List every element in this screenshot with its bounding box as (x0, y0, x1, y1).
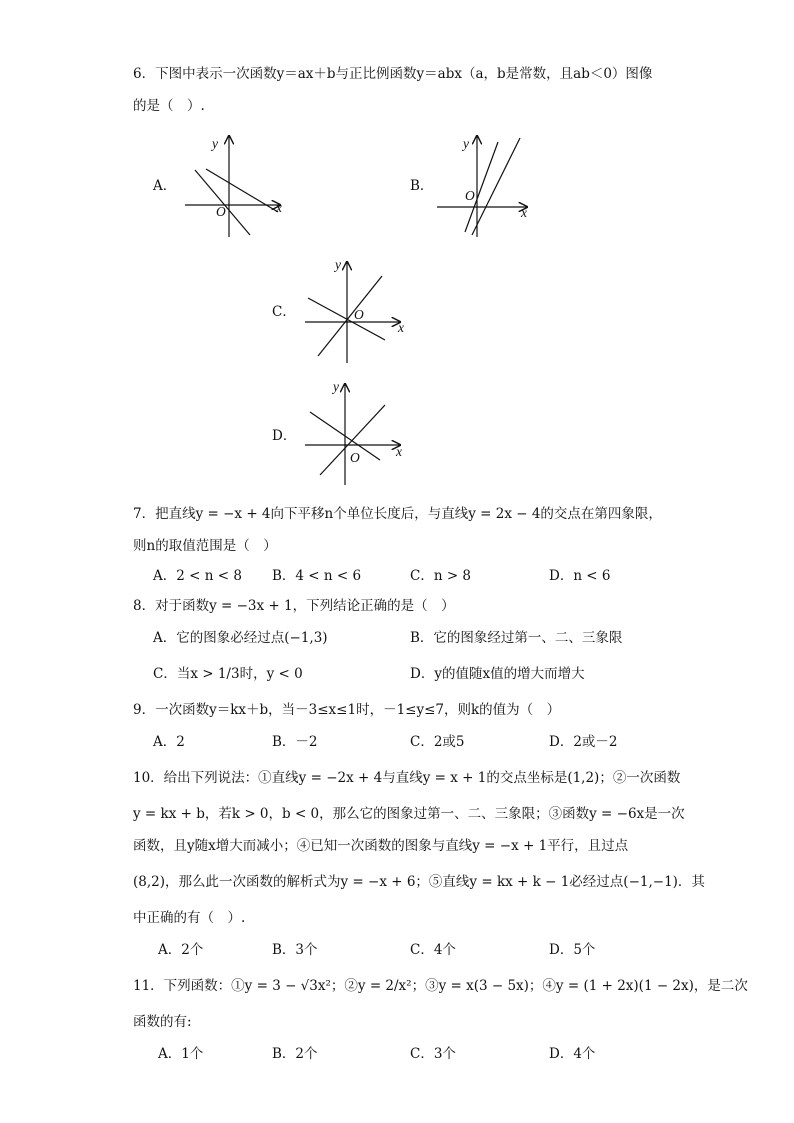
q6-option-d-label[interactable]: D． (272, 428, 297, 444)
q10-option-a[interactable]: A．2个 (158, 942, 204, 958)
q6-d-x-label: x (396, 444, 402, 459)
q7-stem-line1: 7．把直线y = −x + 4向下平移n个单位长度后，与直线y = 2x − 4的交点在第四象限， (133, 506, 662, 522)
q6-stem-line1: 6．下图中表示一次函数y＝ax＋b与正比例函数y＝abx（a，b是常数，且ab＜0）图像 (133, 66, 653, 82)
q10-stem-line4: (8,2)，那么此一次函数的解析式为y = −x + 6；⑤直线y = kx + k − 1必经过点(−1,−1)．其 (133, 874, 705, 890)
q6-graph-d (300, 380, 410, 490)
q6-c-y-label: y (335, 257, 341, 272)
q6-graph-a (180, 132, 300, 242)
q6-option-c-label[interactable]: C． (272, 304, 296, 320)
q9-stem: 9．一次函数y＝kx＋b，当－3≤x≤1时，－1≤y≤7，则k的值为（ ） (133, 702, 561, 718)
q6-c-x-label: x (398, 320, 404, 335)
q6-option-a-label[interactable]: A． (153, 178, 177, 194)
q6-c-origin-label: O (354, 307, 364, 322)
q8-stem: 8．对于函数y = −3x + 1，下列结论正确的是（ ） (133, 598, 455, 614)
q6-a-y-label: y (212, 136, 218, 151)
q9-option-c[interactable]: C．2或5 (410, 734, 465, 750)
q11-option-a[interactable]: A．1个 (158, 1046, 204, 1062)
q10-stem-line2: y = kx + b，若k > 0，b < 0，那么它的图象过第一、二、三象限；③函数y = −6x是一次 (133, 806, 685, 822)
q6-d-origin-label: O (350, 450, 360, 465)
q9-option-a[interactable]: A．2 (153, 734, 185, 750)
q10-option-d[interactable]: D．5个 (549, 942, 596, 958)
q8-option-b[interactable]: B．它的图象经过第一、二、三象限 (410, 630, 623, 646)
q11-stem-line2: 函数的有: (133, 1014, 192, 1030)
q10-stem-line3: 函数，且y随x增大而减小；④已知一次函数的图象与直线y = −x + 1平行，且过点 (133, 838, 629, 854)
q7-option-b[interactable]: B．4 < n < 6 (272, 568, 362, 584)
q8-option-a[interactable]: A．它的图象必经过点(−1,3) (153, 630, 328, 646)
q8-option-c[interactable]: C．当x > 1/3时，y < 0 (153, 666, 303, 682)
q11-option-b[interactable]: B．2个 (272, 1046, 318, 1062)
q6-option-b-label[interactable]: B． (410, 178, 434, 194)
q6-b-origin-label: O (465, 188, 475, 203)
q6-a-origin-label: O (216, 204, 226, 219)
q6-graph-b (432, 132, 542, 242)
q10-option-c[interactable]: C．4个 (410, 942, 456, 958)
q11-stem-line1: 11．下列函数：①y = 3 − √3x²；②y = 2/x²；③y = x(3 − 5x)；④y = (1 + 2x)(1 − 2x)，是二次 (133, 978, 748, 994)
q6-b-x-label: x (521, 205, 527, 220)
q7-option-d[interactable]: D．n < 6 (549, 568, 611, 584)
q7-option-c[interactable]: C．n > 8 (410, 568, 472, 584)
q7-option-a[interactable]: A．2 < n < 8 (153, 568, 242, 584)
q8-option-d[interactable]: D．y的值随x值的增大而增大 (410, 666, 585, 682)
q9-option-d[interactable]: D．2或－2 (549, 734, 618, 750)
q6-b-y-label: y (463, 136, 469, 151)
q10-option-b[interactable]: B．3个 (272, 942, 318, 958)
q11-option-c[interactable]: C．3个 (410, 1046, 456, 1062)
q11-option-d[interactable]: D．4个 (549, 1046, 596, 1062)
q9-option-b[interactable]: B．－2 (272, 734, 318, 750)
q6-a-x-label: x (276, 200, 282, 215)
q10-stem-line5: 中正确的有（ ）. (133, 910, 246, 926)
q6-d-y-label: y (333, 379, 339, 394)
q6-stem-line2: 的是（ ）. (133, 98, 205, 114)
q10-stem-line1: 10．给出下列说法：①直线y = −2x + 4与直线y = x + 1的交点坐标是(1,2)；②一次函数 (133, 770, 681, 786)
q7-stem-line2: 则n的取值范围是（ ） (133, 538, 277, 554)
